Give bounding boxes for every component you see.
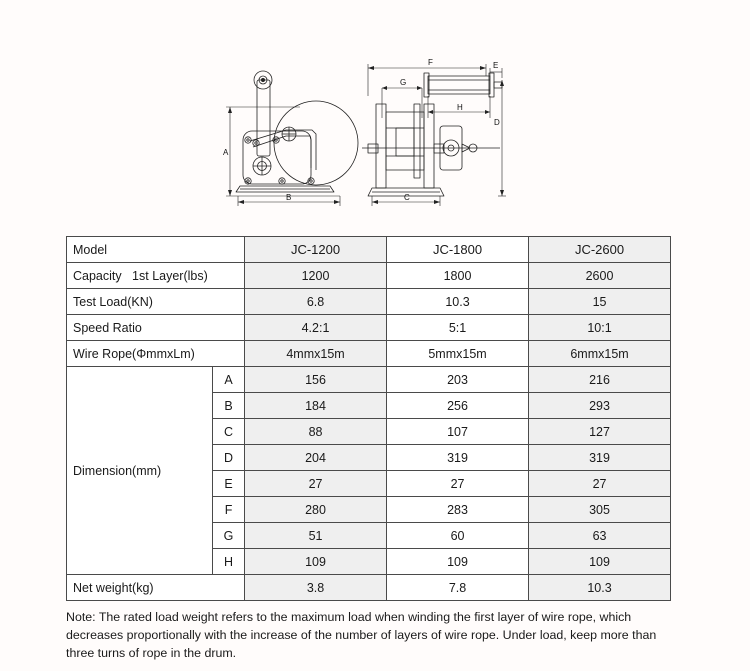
cell-dim-g-jc1200: 51 [245,523,387,549]
dim-label-D: D [494,118,500,127]
dim-letter-h: H [213,549,245,575]
cell-wire-rope-jc1200: 4mmx15m [245,341,387,367]
cell-speed-ratio-jc1800: 5:1 [387,315,529,341]
dim-label-A: A [223,148,229,157]
note-text: Note: The rated load weight refers to the maximum load when winding the first layer of wire rope, which decreases proportionally with the increase of the number of layers of wire rope. Under load, keep more than three turns of rope in the drum. [66,610,657,660]
dim-letter-a: A [213,367,245,393]
specification-table-wrap [66,236,670,601]
cell-net-weight-jc2600: 10.3 [529,575,671,601]
dim-label-H: H [457,103,463,112]
row-label-speed-ratio: Speed Ratio [67,315,245,341]
side-view-group [226,71,358,206]
cell-dim-h-jc1200: 109 [245,549,387,575]
row-label-capacity: Capacity 1st Layer(lbs) [67,263,245,289]
cell-dim-e-jc2600: 27 [529,471,671,497]
cell-dim-h-jc2600: 109 [529,549,671,575]
dim-letter-f: F [213,497,245,523]
cell-capacity-jc1200: 1200 [245,263,387,289]
table-row-speed-ratio [67,315,671,341]
winch-drawing-svg [0,0,750,228]
table-row-dimension-a [67,367,671,393]
row-label-model: Model [67,237,245,263]
dim-label-C: C [404,193,410,202]
cell-dim-g-jc2600: 63 [529,523,671,549]
dim-letter-g: G [213,523,245,549]
table-row-model [67,237,671,263]
dim-letter-e: E [213,471,245,497]
cell-dim-c-jc2600: 127 [529,419,671,445]
cell-dim-f-jc1200: 280 [245,497,387,523]
cell-dim-b-jc1800: 256 [387,393,529,419]
cell-dim-b-jc1200: 184 [245,393,387,419]
cell-dim-d-jc2600: 319 [529,445,671,471]
cell-dim-a-jc1200: 156 [245,367,387,393]
cell-test-load-jc1800: 10.3 [387,289,529,315]
dim-label-B: B [286,193,292,202]
cell-capacity-jc1800: 1800 [387,263,529,289]
cell-model-jc1200: JC-1200 [245,237,387,263]
cell-test-load-jc1200: 6.8 [245,289,387,315]
specification-table [66,236,671,601]
cell-model-jc1800: JC-1800 [387,237,529,263]
cell-dim-a-jc1800: 203 [387,367,529,393]
dim-label-F: F [428,58,433,67]
front-view-group [362,64,506,206]
cell-capacity-jc2600: 2600 [529,263,671,289]
cell-test-load-jc2600: 15 [529,289,671,315]
specification-table-body [67,237,671,601]
dim-letter-d: D [213,445,245,471]
cell-wire-rope-jc2600: 6mmx15m [529,341,671,367]
cell-dim-d-jc1200: 204 [245,445,387,471]
cell-speed-ratio-jc2600: 10:1 [529,315,671,341]
row-label-net-weight: Net weight(kg) [67,575,245,601]
cell-dim-c-jc1800: 107 [387,419,529,445]
cell-dim-f-jc1800: 283 [387,497,529,523]
cell-dim-d-jc1800: 319 [387,445,529,471]
table-row-net-weight [67,575,671,601]
cell-dim-e-jc1800: 27 [387,471,529,497]
cell-net-weight-jc1800: 7.8 [387,575,529,601]
cell-dim-c-jc1200: 88 [245,419,387,445]
row-label-wire-rope: Wire Rope(ΦmmxLm) [67,341,245,367]
cell-dim-a-jc2600: 216 [529,367,671,393]
cell-dim-b-jc2600: 293 [529,393,671,419]
cell-dim-g-jc1800: 60 [387,523,529,549]
dim-letter-b: B [213,393,245,419]
cell-dim-e-jc1200: 27 [245,471,387,497]
cell-speed-ratio-jc1200: 4.2:1 [245,315,387,341]
dim-label-E: E [493,61,499,70]
dim-label-G: G [400,78,407,87]
cell-dim-f-jc2600: 305 [529,497,671,523]
table-row-wire-rope [67,341,671,367]
table-row-capacity [67,263,671,289]
technical-drawings [0,0,750,228]
table-row-test-load [67,289,671,315]
row-label-test-load: Test Load(KN) [67,289,245,315]
dim-letter-c: C [213,419,245,445]
cell-model-jc2600: JC-2600 [529,237,671,263]
cell-wire-rope-jc1800: 5mmx15m [387,341,529,367]
row-label-dimension: Dimension(mm) [67,367,213,575]
cell-net-weight-jc1200: 3.8 [245,575,387,601]
cell-dim-h-jc1800: 109 [387,549,529,575]
